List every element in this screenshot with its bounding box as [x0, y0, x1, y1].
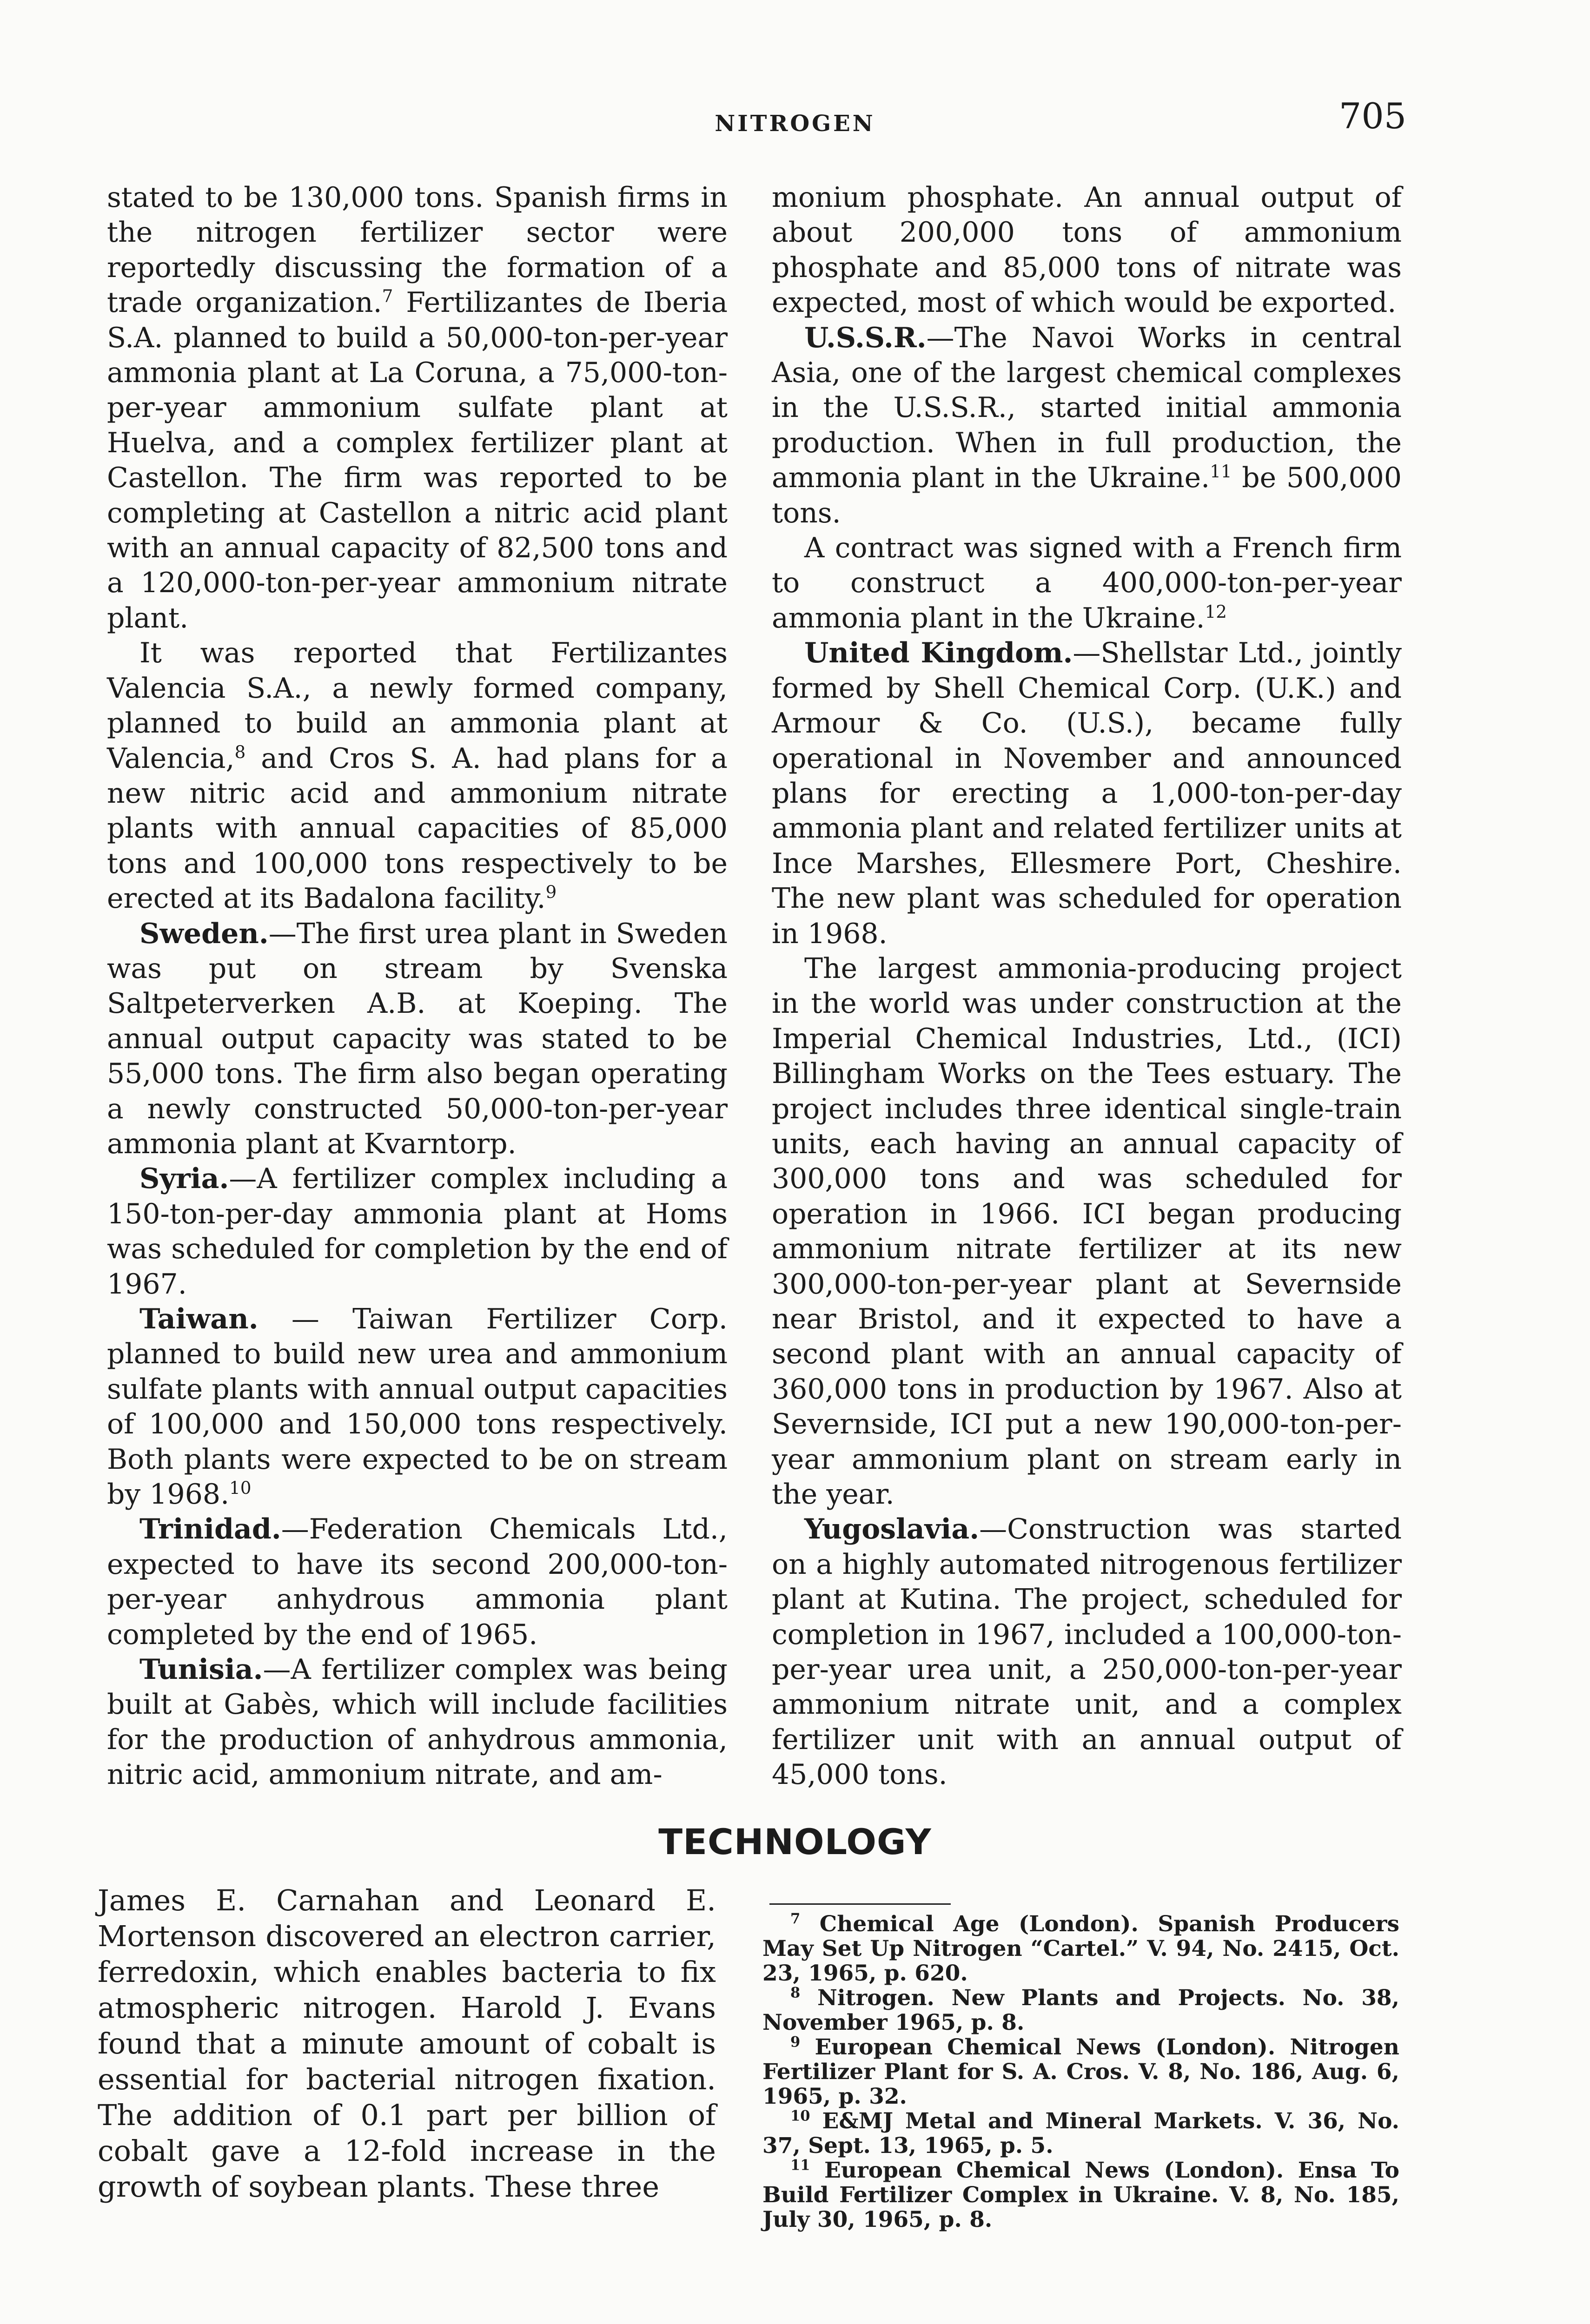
technology-body: [98, 1882, 716, 2205]
footnote-divider: [769, 1903, 951, 1905]
country-heading: U.S.S.R.: [804, 321, 927, 354]
right-column: [772, 180, 1402, 1793]
footnote-ref: 11: [1210, 461, 1232, 482]
paragraph-united-kingdom: United Kingdom.—Shellstar Ltd., jointly formed by Shell Chemical Corp. (U.K.) and Armour & Co. (U.S.), became fully operational in November and announced plans for erecting a 1,000-ton-per-day ammonia plant and related fertilizer units at Ince Marshes, Ellesmere Port, Cheshire. The new plant was scheduled for operation in 1968.: [772, 637, 1402, 950]
footnote-number: 11: [790, 2157, 810, 2174]
section-heading-technology: TECHNOLOGY: [658, 1821, 932, 1862]
footnotes: [762, 1912, 1399, 2232]
footnote-number: 7: [790, 1910, 801, 1928]
paragraph-yugoslavia: Yugoslavia.—Construction was started on a highly automated nitrogenous fertilizer plant at Kutina. The project, scheduled for completion in 1967, included a 100,000-ton-per-year urea unit, a 250,000-ton-per-year ammonium nitrate unit, and a complex fertilizer unit with an annual output of 45,000 tons.: [772, 1513, 1402, 1791]
paragraph-french-contract: A contract was signed with a French firm to construct a 400,000-ton-per-year ammonia plant in the Ukraine.$^{12}$: [772, 532, 1402, 634]
footnote-number: 10: [790, 2107, 810, 2125]
paragraph-technology: James E. Carnahan and Leonard E. Mortenson discovered an electron carrier, ferredoxin, which enables bacteria to fix atmospheric nitrogen. Harold J. Evans found that a minute amount of cobalt is essential for bacterial nitrogen fixation. The addition of 0.1 part per billion of cobalt gave a 12-fold increase in the growth of soybean plants. These three: [98, 1883, 716, 2204]
footnote-number: 8: [790, 1984, 801, 2001]
paragraph-sweden: Sweden.—The first urea plant in Sweden was put on stream by Svenska Saltpeterverken A.B. at Koeping. The annual output capacity was stated to be 55,000 tons. The firm also began operating a newly constructed 50,000-ton-per-year ammonia plant at Kvarntorp.: [107, 917, 728, 1160]
footnote-ref: 10: [229, 1478, 252, 1499]
paragraph-tunisia: Tunisia.—A fertilizer complex was being built at Gabès, which will include facilities for the production of anhydrous ammonia, nitric acid, ammonium nitrate, and am-: [107, 1653, 728, 1791]
country-heading: Tunisia.: [139, 1653, 263, 1686]
country-heading: Trinidad.: [139, 1513, 281, 1546]
footnote: $^{11}$ European Chemical News (London). Ensa To Build Fertilizer Complex in Ukraine. V. 8, No. 185, July 30, 1965, p. 8.: [762, 2157, 1399, 2232]
footnote-ref: 9: [545, 882, 557, 903]
paragraph-tunisia-continued: monium phosphate. An annual output of about 200,000 tons of ammonium phosphate and 85,000 tons of nitrate was expected, most of which would be exported.: [772, 181, 1402, 319]
footnote-ref: 12: [1205, 601, 1227, 622]
paragraph-syria: Syria.—A fertilizer complex including a 150-ton-per-day ammonia plant at Homs was scheduled for completion by the end of 1967.: [107, 1162, 728, 1301]
footnote-number: 9: [790, 2034, 801, 2051]
country-heading: Yugoslavia.: [804, 1513, 980, 1546]
paragraph-spain-continued: stated to be 130,000 tons. Spanish firms in the nitrogen fertilizer sector were reportedly discussing the formation of a trade organization.$^7$ Fertilizantes de Iberia S.A. planned to build a 50,000-ton-per-year ammonia plant at La Coruna, a 75,000-ton-per-year ammonium sulfate plant at Huelva, and a complex fertilizer plant at Castellon. The firm was reported to be completing at Castellon a nitric acid plant with an annual capacity of 82,500 tons and a 120,000-ton-per-year ammonium nitrate plant.: [107, 181, 728, 634]
paragraph-ussr: U.S.S.R.—The Navoi Works in central Asia, one of the largest chemical complexes in the U.S.S.R., started initial ammonia production. When in full production, the ammonia plant in the Ukraine.$^{11}$ be 500,000 tons.: [772, 321, 1402, 529]
running-title: NITROGEN: [715, 111, 875, 137]
page-number: 705: [1339, 95, 1407, 137]
country-heading: Sweden.: [139, 917, 269, 950]
paragraph-ici: The largest ammonia-producing project in the world was under construction at the Imperial Chemical Industries, Ltd., (ICI) Billingham Works on the Tees estuary. The project includes three identical single-train units, each having an annual capacity of 300,000 tons and was scheduled for operation in 1966. ICI began producing ammonium nitrate fertilizer at its new 300,000-ton-per-year plant at Severnside near Bristol, and it expected to have a second plant with an annual capacity of 360,000 tons in production by 1967. Also at Severnside, ICI put a new 190,000-ton-per-year ammonium plant on stream early in the year.: [772, 952, 1402, 1511]
footnote-ref: 8: [234, 741, 246, 762]
paragraph-valencia: It was reported that Fertilizantes Valencia S.A., a newly formed company, planned to build an ammonia plant at Valencia,$^8$ and Cros S. A. had plans for a new nitric acid and ammonium nitrate plants with annual capacities of 85,000 tons and 100,000 tons respectively to be erected at its Badalona facility.$^9$: [107, 637, 728, 915]
paragraph-taiwan: Taiwan. — Taiwan Fertilizer Corp. planned to build new urea and ammonium sulfate plants with annual output capacities of 100,000 and 150,000 tons respectively. Both plants were expected to be on stream by 1968.10: [107, 1303, 728, 1511]
left-column: [107, 180, 728, 1793]
footnote-ref: 7: [382, 286, 393, 307]
footnote: $^8$ Nitrogen. New Plants and Projects. No. 38, November 1965, p. 8.: [762, 1984, 1399, 2035]
footnote: $^7$ Chemical Age (London). Spanish Producers May Set Up Nitrogen “Cartel.” V. 94, No. 2415, Oct. 23, 1965, p. 620.: [762, 1910, 1399, 1986]
country-heading: Taiwan.: [139, 1303, 258, 1335]
country-heading: Syria.: [139, 1162, 229, 1195]
footnote: $^9$ European Chemical News (London). Nitrogen Fertilizer Plant for S. A. Cros. V. 8, No. 186, Aug. 6, 1965, p. 32.: [762, 2034, 1399, 2109]
paragraph-trinidad: Trinidad.—Federation Chemicals Ltd., expected to have its second 200,000-ton-per-year anhydrous ammonia plant completed by the end of 1965.: [107, 1513, 728, 1651]
footnote: $^{10}$ E&MJ Metal and Mineral Markets. V. 36, No. 37, Sept. 13, 1965, p. 5.: [762, 2107, 1399, 2159]
country-heading: United Kingdom.: [804, 637, 1073, 670]
